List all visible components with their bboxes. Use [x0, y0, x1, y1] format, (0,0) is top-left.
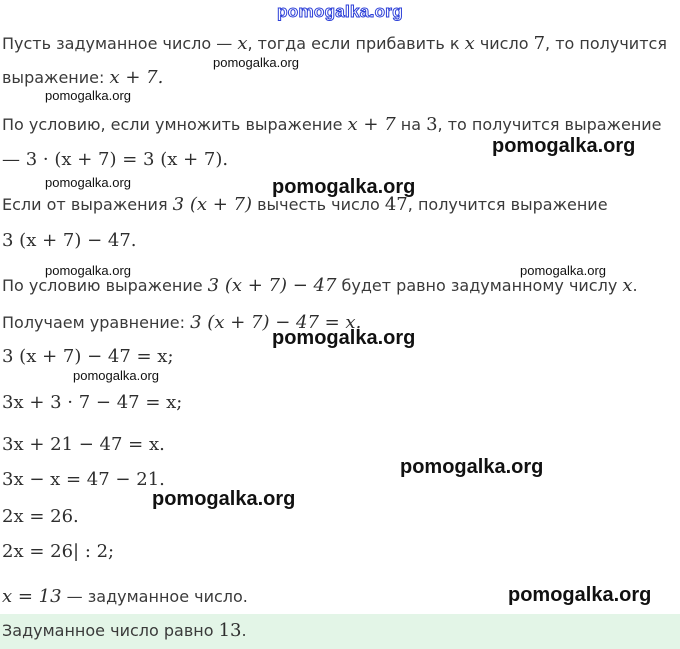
- math-expression: x = 13: [2, 586, 62, 607]
- math-number: 13: [218, 620, 242, 641]
- text-segment: на: [395, 115, 427, 134]
- solution-step-4: 3x − x = 47 − 21.: [2, 469, 165, 490]
- solution-step-5: 2x = 26.: [2, 506, 79, 527]
- text-segment: будет равно задуманному числу: [336, 276, 623, 295]
- text-segment: , тогда если прибавить к: [247, 34, 465, 53]
- text-line-2: [2, 67, 163, 89]
- math-number: 47: [384, 194, 408, 215]
- answer-box: [0, 614, 680, 649]
- watermark: pomogalka.org: [492, 135, 636, 157]
- math-var: x: [237, 33, 248, 54]
- math-expression: 3 (x + 7) − 47: [207, 275, 337, 296]
- watermark: pomogalka.org: [272, 327, 416, 349]
- math-number: 3: [426, 114, 438, 135]
- watermark: pomogalka.org: [45, 175, 131, 190]
- text-segment: Задуманное число равно: [2, 621, 219, 640]
- watermark: pomogalka.org: [73, 368, 159, 383]
- watermark: pomogalka.org: [152, 488, 296, 510]
- text-segment: Если от выражения: [2, 195, 173, 214]
- text-segment: , то получится выражение: [437, 115, 662, 134]
- text-segment: По условию выражение: [2, 276, 208, 295]
- watermark: pomogalka.org: [272, 176, 416, 198]
- text-line-3: [2, 114, 662, 136]
- text-segment: — задуманное число.: [61, 587, 248, 606]
- solution-step-3: 3x + 21 − 47 = x.: [2, 434, 165, 455]
- watermark: pomogalka.org: [400, 456, 544, 478]
- formula-line-4: — 3 · (x + 7) = 3 (x + 7).: [2, 149, 229, 170]
- solution-step-6: 2x = 26| : 2;: [2, 541, 115, 562]
- text-segment: Пусть задуманное число —: [2, 34, 238, 53]
- text-segment: число: [474, 34, 534, 53]
- math-var: x: [464, 33, 475, 54]
- text-line-7: [2, 275, 638, 297]
- math-expression: x + 7.: [109, 67, 164, 88]
- text-segment: выражение:: [2, 68, 110, 87]
- watermark: pomogalka.org: [45, 263, 131, 278]
- text-segment: Получаем уравнение:: [2, 313, 191, 332]
- top-watermark: pomogalka.org: [277, 2, 403, 21]
- text-line-1: [2, 33, 667, 55]
- watermark: pomogalka.org: [508, 584, 652, 606]
- watermark: pomogalka.org: [45, 88, 131, 103]
- text-segment: По условию, если умножить выражение: [2, 115, 348, 134]
- watermark: pomogalka.org: [213, 55, 299, 70]
- text-segment: .: [241, 621, 247, 640]
- text-segment: .: [632, 276, 638, 295]
- formula-line-6: 3 (x + 7) − 47.: [2, 230, 137, 251]
- math-number: 7: [533, 33, 546, 54]
- math-expression: x + 7: [347, 114, 396, 135]
- watermark: pomogalka.org: [520, 263, 606, 278]
- text-segment: , то получится: [545, 34, 667, 53]
- text-segment: , получится выражение: [407, 195, 608, 214]
- answer-text: [2, 620, 247, 642]
- text-segment: вычесть число: [252, 195, 385, 214]
- math-var: x: [622, 275, 633, 296]
- result-line: [2, 586, 248, 608]
- math-expression: 3 (x + 7): [172, 194, 253, 215]
- solution-step-1: 3 (x + 7) − 47 = x;: [2, 346, 174, 367]
- solution-step-2: 3x + 3 · 7 − 47 = x;: [2, 392, 183, 413]
- math-expression: 3 (x + 7) − 47 = x.: [190, 312, 362, 333]
